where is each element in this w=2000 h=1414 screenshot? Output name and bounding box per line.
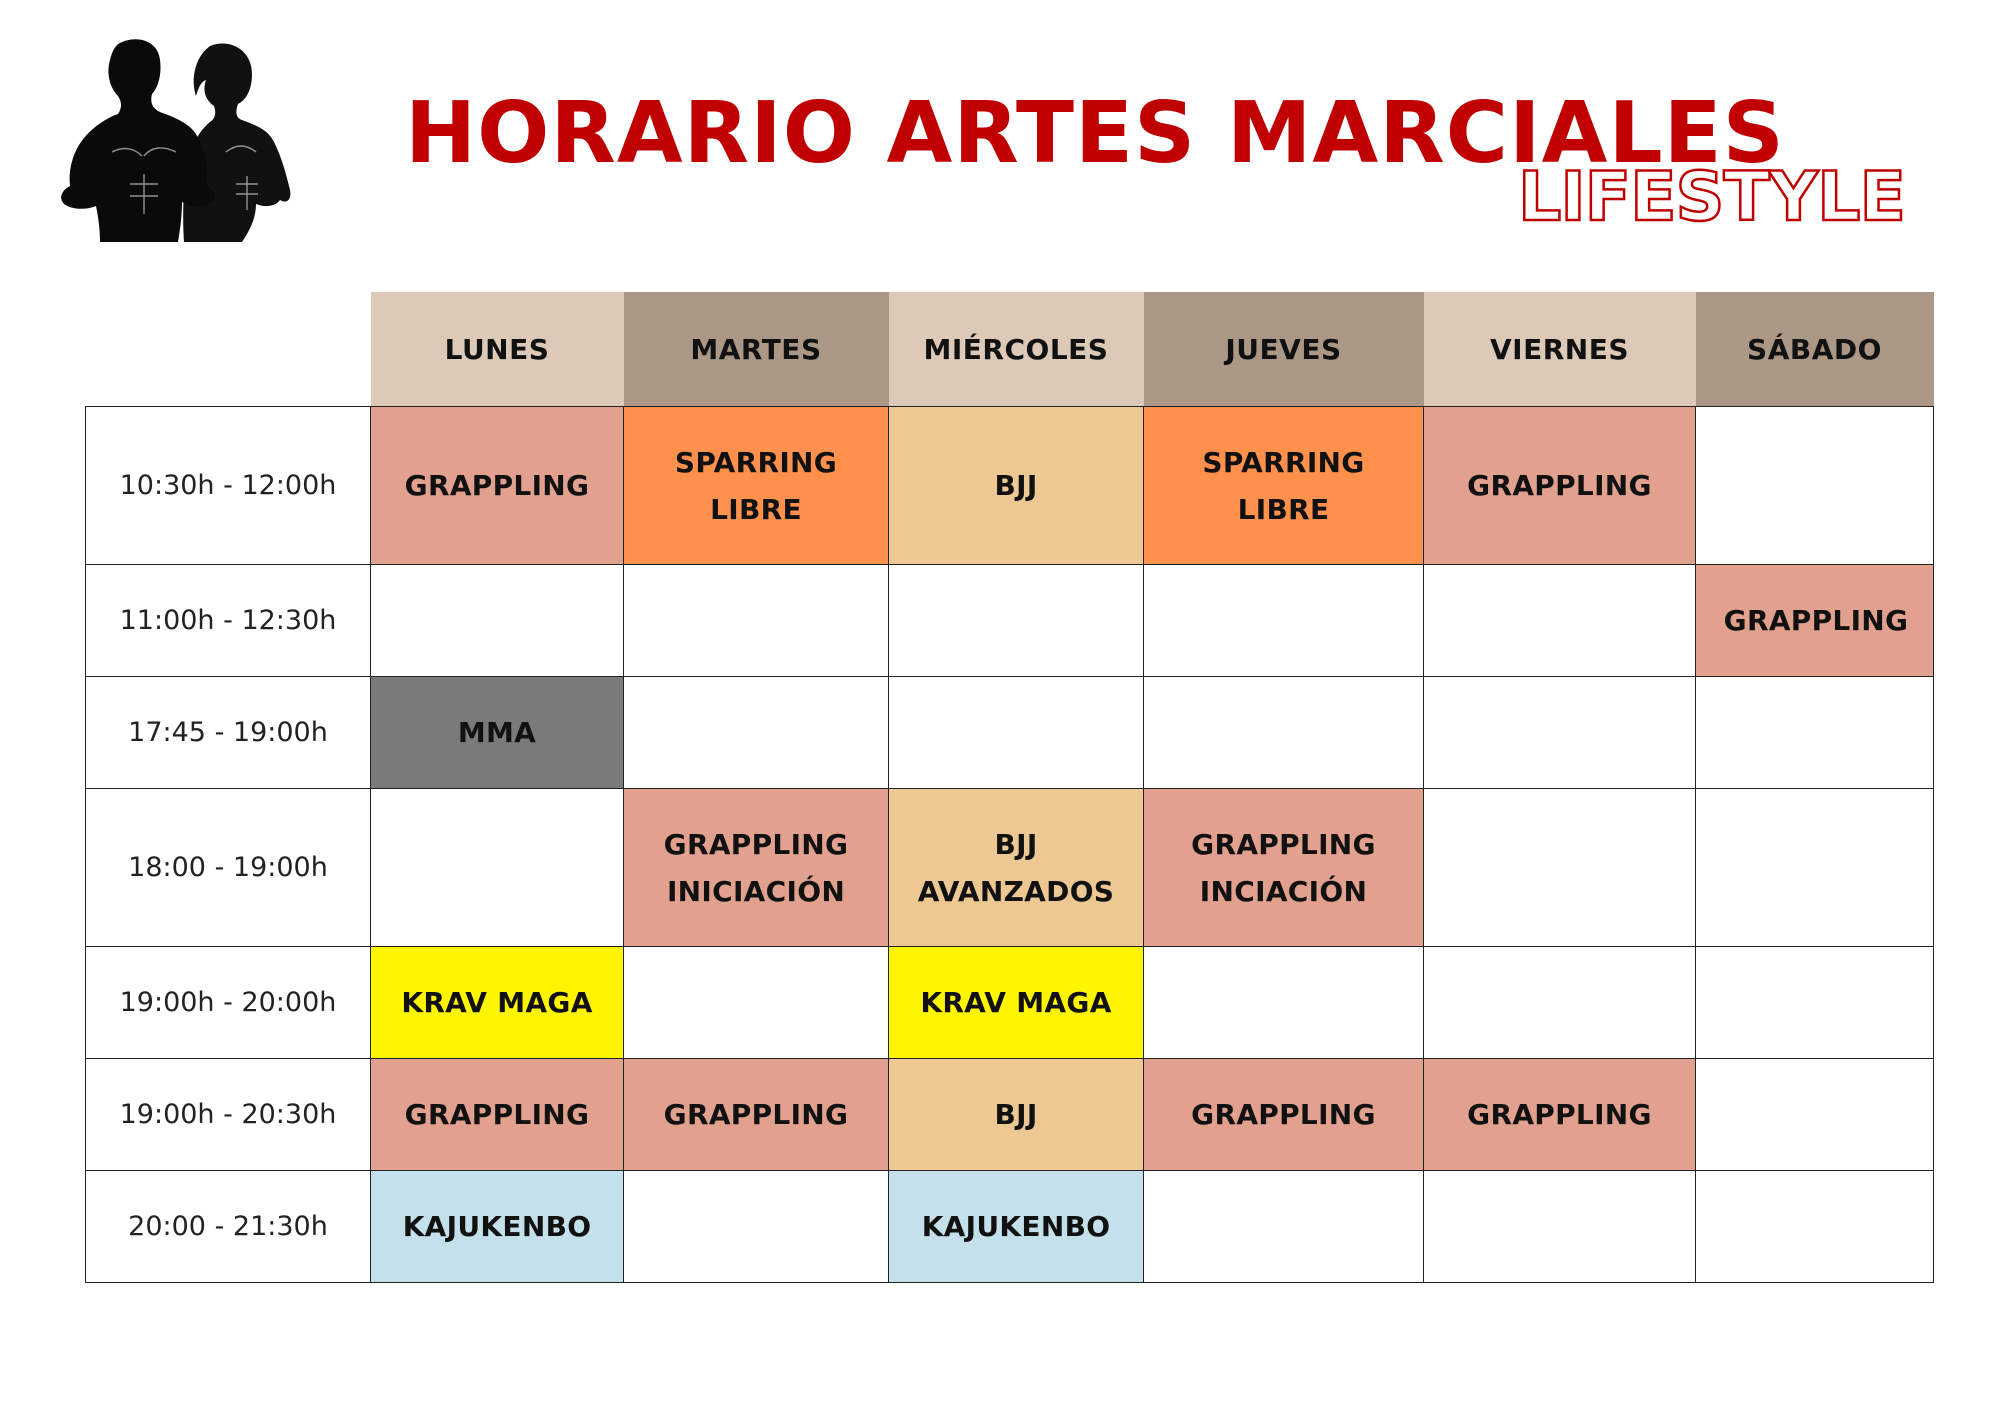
day-header-lunes: LUNES: [371, 292, 624, 407]
fitness-couple-silhouette-logo: [60, 34, 292, 242]
empty-slot: [1696, 677, 1934, 789]
class-label: GRAPPLING: [1723, 604, 1909, 637]
class-label: GRAPPLING: [663, 1098, 849, 1131]
class-label: BJJ AVANZADOS: [917, 827, 1115, 908]
day-header-sabado: SÁBADO: [1696, 292, 1934, 407]
class-label: GRAPPLING: [1467, 1098, 1652, 1131]
time-slot: 17:45 - 19:00h: [86, 677, 371, 789]
page-title: HORARIO ARTES MARCIALES: [405, 84, 1785, 183]
empty-slot: [1424, 565, 1696, 677]
empty-slot: [1424, 789, 1696, 947]
empty-slot: [1144, 1171, 1424, 1283]
class-label: GRAPPLING: [1191, 1098, 1376, 1131]
day-header-miercoles: MIÉRCOLES: [889, 292, 1144, 407]
time-slot: 19:00h - 20:30h: [86, 1059, 371, 1171]
empty-slot: [1144, 947, 1424, 1059]
class-cell: [1696, 565, 1934, 677]
class-label: KAJUKENBO: [402, 1210, 592, 1243]
class-cell: [889, 1059, 1144, 1171]
class-cell: [371, 677, 624, 789]
class-label: MMA: [457, 716, 537, 749]
empty-slot: [1696, 947, 1934, 1059]
schedule-row: [86, 1059, 1934, 1171]
class-cell: [1424, 407, 1696, 565]
class-cell: [1144, 407, 1424, 565]
class-cell: [624, 1059, 889, 1171]
empty-slot: [889, 565, 1144, 677]
page-subtitle: LIFESTYLE: [1518, 158, 1905, 237]
class-label: SPARRING LIBRE: [1202, 445, 1365, 526]
class-cell: [889, 1171, 1144, 1283]
class-cell: [371, 1171, 624, 1283]
empty-slot: [1144, 565, 1424, 677]
empty-slot: [889, 677, 1144, 789]
empty-slot: [624, 565, 889, 677]
day-header-viernes: VIERNES: [1424, 292, 1696, 407]
class-label: KRAV MAGA: [920, 986, 1112, 1019]
schedule-row: [86, 677, 1934, 789]
class-label: KRAV MAGA: [401, 986, 593, 1019]
class-cell: [371, 947, 624, 1059]
class-label: GRAPPLING INCIACIÓN: [1191, 827, 1376, 908]
class-label: SPARRING LIBRE: [674, 445, 838, 526]
time-slot: 11:00h - 12:30h: [86, 565, 371, 677]
empty-slot: [1144, 677, 1424, 789]
schedule-row: [86, 1171, 1934, 1283]
class-cell: [889, 407, 1144, 565]
class-cell: [624, 407, 889, 565]
class-label: GRAPPLING: [404, 1098, 590, 1131]
empty-slot: [624, 677, 889, 789]
empty-slot: [1424, 1171, 1696, 1283]
class-cell: [889, 947, 1144, 1059]
time-slot: 18:00 - 19:00h: [86, 789, 371, 947]
empty-slot: [1424, 947, 1696, 1059]
class-label: KAJUKENBO: [921, 1210, 1111, 1243]
schedule-row: [86, 789, 1934, 947]
empty-slot: [1424, 677, 1696, 789]
empty-slot: [624, 1171, 889, 1283]
day-header-martes: MARTES: [624, 292, 889, 407]
schedule-body: [86, 407, 1934, 1283]
empty-slot: [1696, 1171, 1934, 1283]
time-slot: 20:00 - 21:30h: [86, 1171, 371, 1283]
empty-slot: [371, 789, 624, 947]
schedule-row: [86, 565, 1934, 677]
empty-slot: [371, 565, 624, 677]
class-cell: [371, 407, 624, 565]
class-cell: [624, 789, 889, 947]
class-cell: [889, 789, 1144, 947]
class-label: GRAPPLING: [1467, 469, 1652, 502]
class-label: BJJ: [994, 469, 1038, 502]
corner-cell: [86, 292, 371, 407]
empty-slot: [624, 947, 889, 1059]
class-cell: [1144, 1059, 1424, 1171]
class-label: GRAPPLING: [404, 469, 590, 502]
class-cell: [371, 1059, 624, 1171]
schedule-table: [85, 292, 1934, 1283]
schedule-row: [86, 947, 1934, 1059]
class-cell: [1424, 1059, 1696, 1171]
class-label: GRAPPLING INICIACIÓN: [663, 827, 849, 908]
class-cell: [1144, 789, 1424, 947]
empty-slot: [1696, 789, 1934, 947]
schedule-row: [86, 407, 1934, 565]
class-label: BJJ: [994, 1098, 1038, 1131]
day-header-row: [86, 292, 1934, 407]
time-slot: 10:30h - 12:00h: [86, 407, 371, 565]
day-header-jueves: JUEVES: [1144, 292, 1424, 407]
time-slot: 19:00h - 20:00h: [86, 947, 371, 1059]
empty-slot: [1696, 407, 1934, 565]
empty-slot: [1696, 1059, 1934, 1171]
